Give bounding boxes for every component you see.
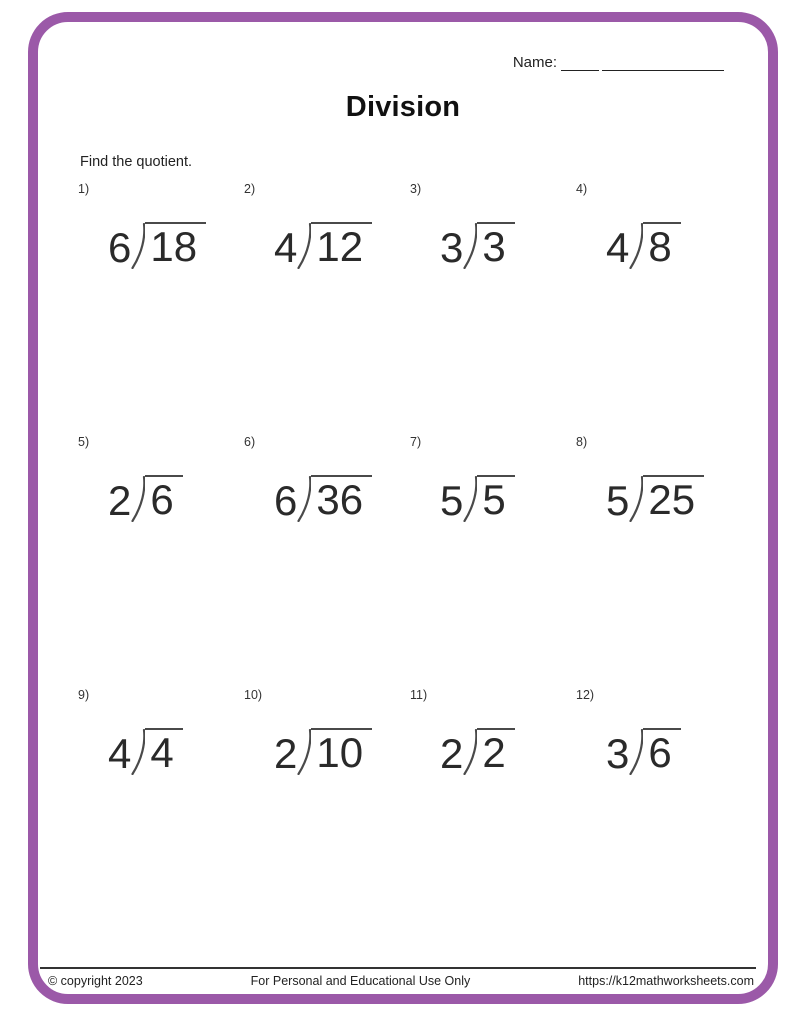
worksheet-border-frame: [28, 12, 778, 1004]
footer-usage-note: For Personal and Educational Use Only: [250, 974, 471, 988]
dividend-value: 36: [311, 475, 372, 521]
divisor-value: 3: [606, 729, 630, 777]
division-problem: [78, 435, 244, 688]
division-problem: [244, 182, 410, 435]
problem-number: 6): [244, 435, 256, 449]
dividend-value: 12: [311, 222, 372, 268]
division-expression: [606, 475, 704, 522]
problem-number: 2): [244, 182, 256, 196]
divisor-value: 5: [606, 476, 630, 524]
long-division-bracket-icon: [131, 223, 145, 269]
divisor-value: 2: [440, 729, 464, 777]
problem-number: 9): [78, 688, 90, 702]
long-division-bracket-icon: [463, 729, 477, 775]
problem-number: 4): [576, 182, 588, 196]
long-division-bracket-icon: [131, 476, 145, 522]
name-label: Name:: [512, 54, 557, 71]
problem-number: 11): [410, 688, 428, 702]
long-division-bracket-icon: [629, 223, 643, 269]
division-expression: [440, 222, 515, 269]
long-division-bracket-icon: [297, 223, 311, 269]
divisor-value: 6: [274, 476, 298, 524]
divisor-value: 3: [440, 223, 464, 271]
division-expression: [606, 222, 681, 269]
division-problem: [410, 688, 576, 941]
divisor-value: 2: [108, 476, 132, 524]
divisor-value: 4: [274, 223, 298, 271]
dividend-value: 3: [477, 222, 514, 268]
footer-copyright: © copyright 2023: [48, 974, 143, 988]
divisor-value: 5: [440, 476, 464, 524]
problems-grid: [78, 182, 768, 941]
dividend-value: 6: [643, 728, 680, 774]
division-problem: [410, 435, 576, 688]
dividend-value: 18: [145, 222, 206, 268]
divisor-value: 6: [108, 223, 132, 271]
dividend-value: 8: [643, 222, 680, 268]
division-expression: [440, 728, 515, 775]
division-problem: [244, 688, 410, 941]
division-expression: [108, 728, 183, 775]
footer: [40, 967, 756, 988]
footer-site-url: https://k12mathworksheets.com: [578, 974, 754, 988]
division-expression: [108, 222, 206, 269]
dividend-value: 2: [477, 728, 514, 774]
dividend-value: 25: [643, 475, 704, 521]
long-division-bracket-icon: [463, 223, 477, 269]
division-problem: [78, 182, 244, 435]
division-expression: [606, 728, 681, 775]
problem-number: 10): [244, 688, 263, 702]
division-expression: [274, 728, 372, 775]
long-division-bracket-icon: [629, 476, 643, 522]
long-division-bracket-icon: [297, 729, 311, 775]
division-problem: [78, 688, 244, 941]
problem-number: 7): [410, 435, 422, 449]
long-division-bracket-icon: [297, 476, 311, 522]
problem-number: 12): [576, 688, 595, 702]
dividend-value: 4: [145, 728, 182, 774]
dividend-value: 10: [311, 728, 372, 774]
name-blank-line-short: [561, 56, 599, 71]
dividend-value: 6: [145, 475, 182, 521]
divisor-value: 4: [606, 223, 630, 271]
problem-number: 1): [78, 182, 90, 196]
problem-number: 5): [78, 435, 90, 449]
divisor-value: 2: [274, 729, 298, 777]
name-row: [38, 54, 768, 71]
division-problem: [410, 182, 576, 435]
name-blank-line-long: [602, 56, 724, 71]
division-problem: [576, 435, 742, 688]
division-problem: [244, 435, 410, 688]
long-division-bracket-icon: [131, 729, 145, 775]
problem-number: 8): [576, 435, 588, 449]
division-problem: [576, 182, 742, 435]
problem-number: 3): [410, 182, 422, 196]
long-division-bracket-icon: [463, 476, 477, 522]
divisor-value: 4: [108, 729, 132, 777]
dividend-value: 5: [477, 475, 514, 521]
division-problem: [576, 688, 742, 941]
long-division-bracket-icon: [629, 729, 643, 775]
instruction-text: Find the quotient.: [80, 154, 193, 170]
division-expression: [440, 475, 515, 522]
division-expression: [108, 475, 183, 522]
division-expression: [274, 475, 372, 522]
page-title: Division: [345, 91, 461, 123]
division-expression: [274, 222, 372, 269]
